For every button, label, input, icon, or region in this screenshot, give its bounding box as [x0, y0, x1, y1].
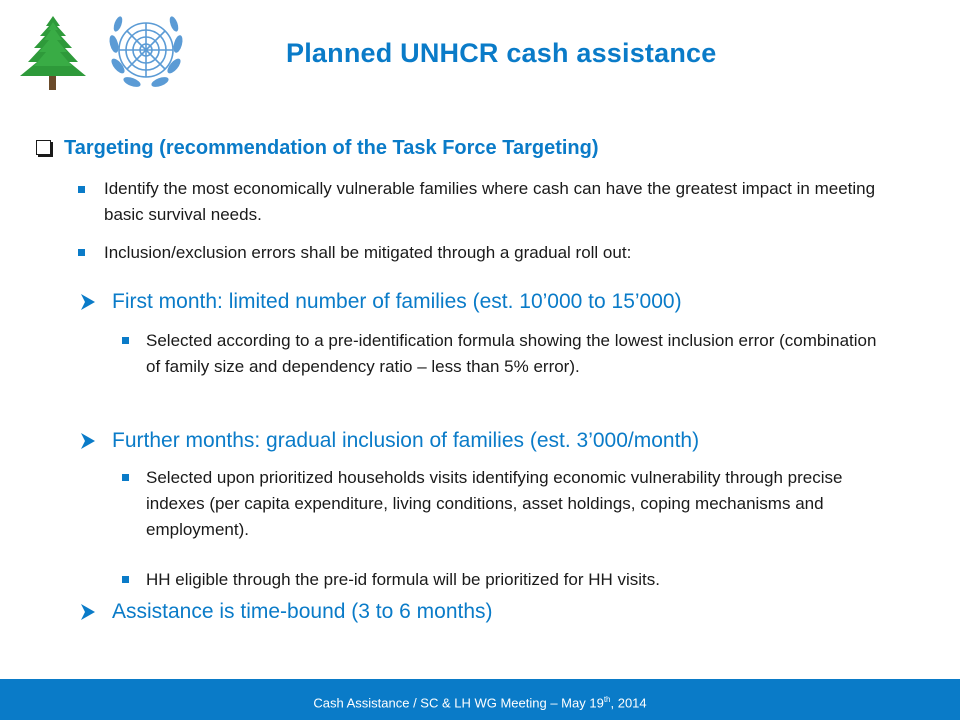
- phase-point: Selected upon prioritized households visits identifying economic vulnerability through precise indexes (per capita expenditure, living conditions, asset holdings, coping mechanisms and employment).: [146, 468, 843, 539]
- un-emblem-icon: [100, 10, 192, 96]
- phase-heading: Further months: gradual inclusion of families (est. 3’000/month): [112, 429, 700, 452]
- lebanese-cedar-icon: [12, 12, 94, 94]
- square-bullet-icon: [122, 474, 129, 481]
- phase-point: Selected according to a pre-identification formula showing the lowest inclusion error (combination of family size and dependency ratio – less than 5% error).: [146, 331, 877, 376]
- checkbox-square-icon: [36, 140, 51, 155]
- phase-heading: Assistance is time-bound (3 to 6 months): [112, 600, 493, 623]
- arrow-bullet-icon: [80, 603, 96, 621]
- footer-text: Cash Assistance / SC & LH WG Meeting – May 19th, 2014: [313, 695, 647, 711]
- square-bullet-icon: [122, 337, 129, 344]
- square-bullet-icon: [122, 576, 129, 583]
- bullet-text: Inclusion/exclusion errors shall be mitigated through a gradual roll out:: [104, 243, 632, 262]
- bullet-text: Identify the most economically vulnerable families where cash can have the greatest impact in meeting basic survival needs.: [104, 179, 876, 224]
- slide-title: Planned UNHCR cash assistance: [286, 38, 717, 68]
- footer-bar: [0, 679, 960, 720]
- square-bullet-icon: [78, 249, 85, 256]
- phase-heading: First month: limited number of families (est. 10’000 to 15’000): [112, 290, 682, 313]
- square-bullet-icon: [78, 186, 85, 193]
- section-heading: Targeting (recommendation of the Task Force Targeting): [64, 137, 599, 159]
- phase-point: HH eligible through the pre-id formula will be prioritized for HH visits.: [146, 570, 660, 589]
- arrow-bullet-icon: [80, 432, 96, 450]
- arrow-bullet-icon: [80, 293, 96, 311]
